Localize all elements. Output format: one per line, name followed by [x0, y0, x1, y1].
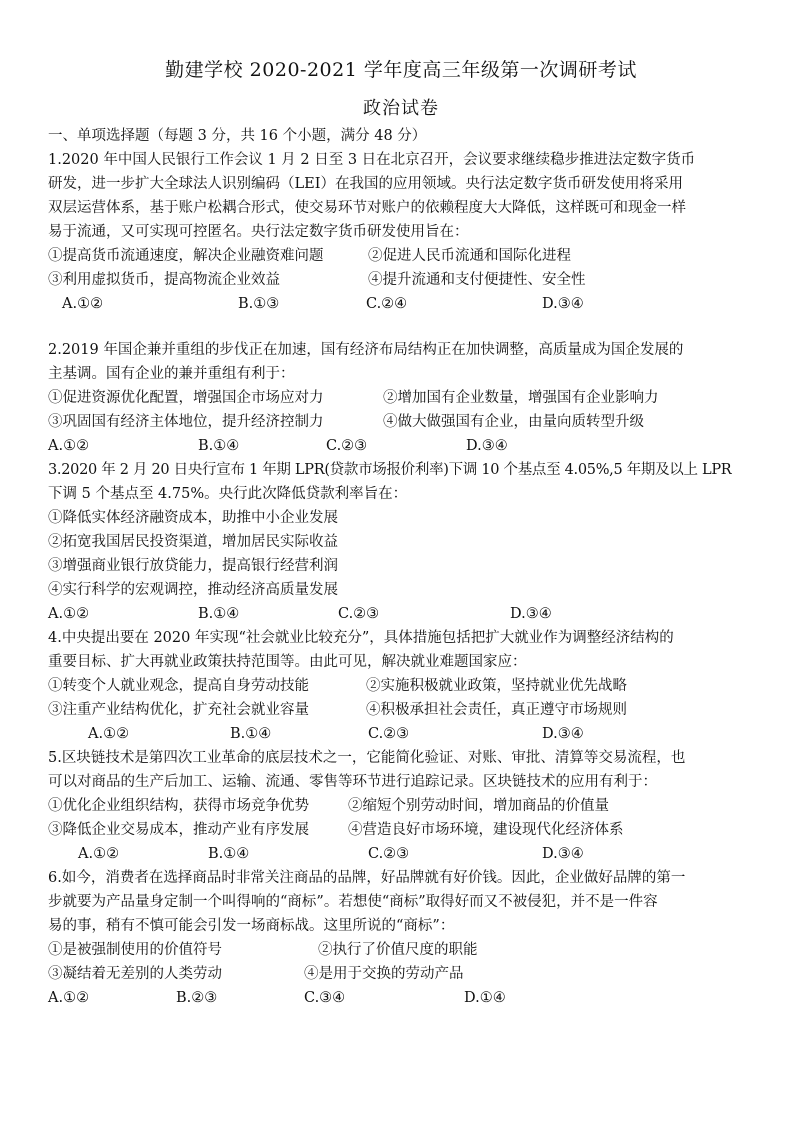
- statement: ④做大做强国有企业，由量向质转型升级: [383, 414, 644, 430]
- statement: ②拓宽我国居民投资渠道，增加居民实际收益: [48, 534, 338, 550]
- stem-line: 5.区块链技术是第四次工业革命的底层技术之一，它能简化验证、对账、审批、清算等交易流程，也: [48, 750, 686, 766]
- choice-c[interactable]: C.③④: [304, 990, 346, 1006]
- question-6: [48, 866, 754, 1010]
- choice-d[interactable]: D.③④: [466, 438, 508, 454]
- exam-title: 勤建学校 2020-2021 学年度高三年级第一次调研考试: [165, 59, 637, 81]
- choice-a[interactable]: A.①②: [48, 990, 90, 1006]
- question-3: [48, 458, 754, 626]
- stem-line: 易的事，稍有不慎可能会引发一场商标战。这里所说的“商标”：: [48, 918, 455, 934]
- statement: ①是被强制使用的价值符号: [48, 942, 222, 958]
- statement-row: [48, 386, 754, 410]
- choice-d[interactable]: D.③④: [542, 296, 584, 312]
- stem-line: 可以对商品的生产后加工、运输、流通、零售等环节进行追踪记录。区块链技术的应用有利于：: [48, 774, 657, 790]
- choice-a[interactable]: A.①②: [88, 726, 130, 742]
- choice-a[interactable]: A.①②: [48, 606, 90, 622]
- choice-d[interactable]: D.①④: [464, 990, 506, 1006]
- statement: ④是用于交换的劳动产品: [304, 966, 464, 982]
- statement: ④实行科学的宏观调控，推动经济高质量发展: [48, 582, 338, 598]
- choice-c[interactable]: C.②④: [366, 296, 408, 312]
- statement: ④提升流通和支付便捷性、安全性: [368, 272, 586, 288]
- statement: ②促进人民币流通和国际化进程: [368, 248, 571, 264]
- question-stem: [48, 148, 754, 244]
- statement: ③增强商业银行放贷能力，提高银行经营利润: [48, 558, 338, 574]
- choice-d[interactable]: D.③④: [542, 726, 584, 742]
- exam-subtitle: 政治试卷: [363, 98, 439, 119]
- statement-row: [48, 938, 754, 962]
- question-stem: [48, 746, 754, 794]
- answer-choices: [48, 722, 754, 746]
- statement-row: [48, 244, 754, 268]
- statement-row: [48, 962, 754, 986]
- answer-choices: [48, 434, 754, 458]
- statement: ②增加国有企业数量，增强国有企业影响力: [383, 390, 659, 406]
- statement: ②执行了价值尺度的职能: [318, 942, 478, 958]
- statement: ③利用虚拟货币，提高物流企业效益: [48, 272, 280, 288]
- statement: ③降低企业交易成本，推动产业有序发展: [48, 822, 309, 838]
- stem-line: 重要目标、扩大再就业政策扶持范围等。由此可见，解决就业难题国家应：: [48, 654, 527, 670]
- question-stem: [48, 626, 754, 674]
- statement: ①转变个人就业观念，提高自身劳动技能: [48, 678, 309, 694]
- question-2: [48, 338, 754, 458]
- choice-b[interactable]: B.①③: [238, 296, 280, 312]
- statement: ①促进资源优化配置，增强国企市场应对力: [48, 390, 324, 406]
- statement: ②实施积极就业政策，坚持就业优先战略: [366, 678, 627, 694]
- choice-c[interactable]: C.②③: [368, 726, 410, 742]
- stem-line: 6.如今，消费者在选择商品时非常关注商品的品牌，好品牌就有好价钱。因此，企业做好品牌的第一: [48, 870, 686, 886]
- question-stem: [48, 866, 754, 938]
- choice-d[interactable]: D.③④: [542, 846, 584, 862]
- choice-c[interactable]: C.②③: [326, 438, 368, 454]
- choice-a[interactable]: A.①②: [62, 296, 104, 312]
- choice-b[interactable]: B.①④: [198, 606, 240, 622]
- question-1: [48, 148, 754, 316]
- choice-c[interactable]: C.②③: [338, 606, 380, 622]
- statement: ③巩固国有经济主体地位，提升经济控制力: [48, 414, 324, 430]
- stem-line: 主基调。国有企业的兼并重组有利于：: [48, 366, 295, 382]
- choice-b[interactable]: B.①④: [230, 726, 272, 742]
- answer-choices: [48, 842, 754, 866]
- stem-line: 3.2020 年 2 月 20 日央行宣布 1 年期 LPR(贷款市场报价利率)下调 10 个基点至 4.05%,5 年期及以上 LPR: [48, 462, 732, 478]
- choice-b[interactable]: B.②③: [176, 990, 218, 1006]
- choice-a[interactable]: A.①②: [48, 438, 90, 454]
- question-5: [48, 746, 754, 866]
- stem-line: 1.2020 年中国人民银行工作会议 1 月 2 日至 3 日在北京召开，会议要求继续稳步推进法定数字货币: [48, 152, 696, 168]
- statement: ②缩短个别劳动时间，增加商品的价值量: [348, 798, 609, 814]
- statement: ④营造良好市场环境，建设现代化经济体系: [348, 822, 624, 838]
- statement-row: [48, 698, 754, 722]
- stem-line: 下调 5 个基点至 4.75%。央行此次降低贷款利率旨在：: [48, 486, 408, 502]
- choice-b[interactable]: B.①④: [208, 846, 250, 862]
- statement-row: [48, 794, 754, 818]
- question-4: [48, 626, 754, 746]
- choice-d[interactable]: D.③④: [510, 606, 552, 622]
- statement: ①提高货币流通速度，解决企业融资难问题: [48, 248, 324, 264]
- choice-c[interactable]: C.②③: [368, 846, 410, 862]
- statement-row: [48, 818, 754, 842]
- stem-line: 步就要为产品量身定制一个叫得响的“商标”。若想使“商标”取得好而又不被侵犯，并不是一件容: [48, 894, 658, 910]
- stem-line: 4.中央提出要在 2020 年实现“社会就业比较充分”，具体措施包括把扩大就业作为调整经济结构的: [48, 630, 674, 646]
- stem-line: 2.2019 年国企兼并重组的步伐正在加速，国有经济布局结构正在加快调整，高质量成为国企发展的: [48, 342, 684, 358]
- question-stem: [48, 338, 754, 386]
- stem-line: 双层运营体系，基于账户松耦合形式，使交易环节对账户的依赖程度大大降低，这样既可和现金一样: [48, 200, 686, 216]
- statement: ①优化企业组织结构，获得市场竞争优势: [48, 798, 309, 814]
- question-stem: [48, 458, 754, 506]
- statement: ①降低实体经济融资成本，助推中小企业发展: [48, 510, 338, 526]
- answer-choices: [48, 986, 754, 1010]
- stem-line: 易于流通，又可实现可控匿名。央行法定数字货币研发使用旨在：: [48, 224, 469, 240]
- stem-line: 研发，进一步扩大全球法人识别编码（LEI）在我国的应用领域。央行法定数字货币研发使用将采用: [48, 176, 683, 192]
- section-heading: 一、单项选择题（每题 3 分，共 16 个小题，满分 48 分）: [48, 128, 427, 144]
- statement-row: [48, 674, 754, 698]
- choice-b[interactable]: B.①④: [198, 438, 240, 454]
- statement: ③凝结着无差别的人类劳动: [48, 966, 222, 982]
- choice-a[interactable]: A.①②: [78, 846, 120, 862]
- statement: ③注重产业结构优化，扩充社会就业容量: [48, 702, 309, 718]
- answer-choices: [48, 292, 754, 316]
- statement-row: [48, 410, 754, 434]
- statement-row: [48, 268, 754, 292]
- statement: ④积极承担社会责任，真正遵守市场规则: [366, 702, 627, 718]
- answer-choices: [48, 602, 754, 626]
